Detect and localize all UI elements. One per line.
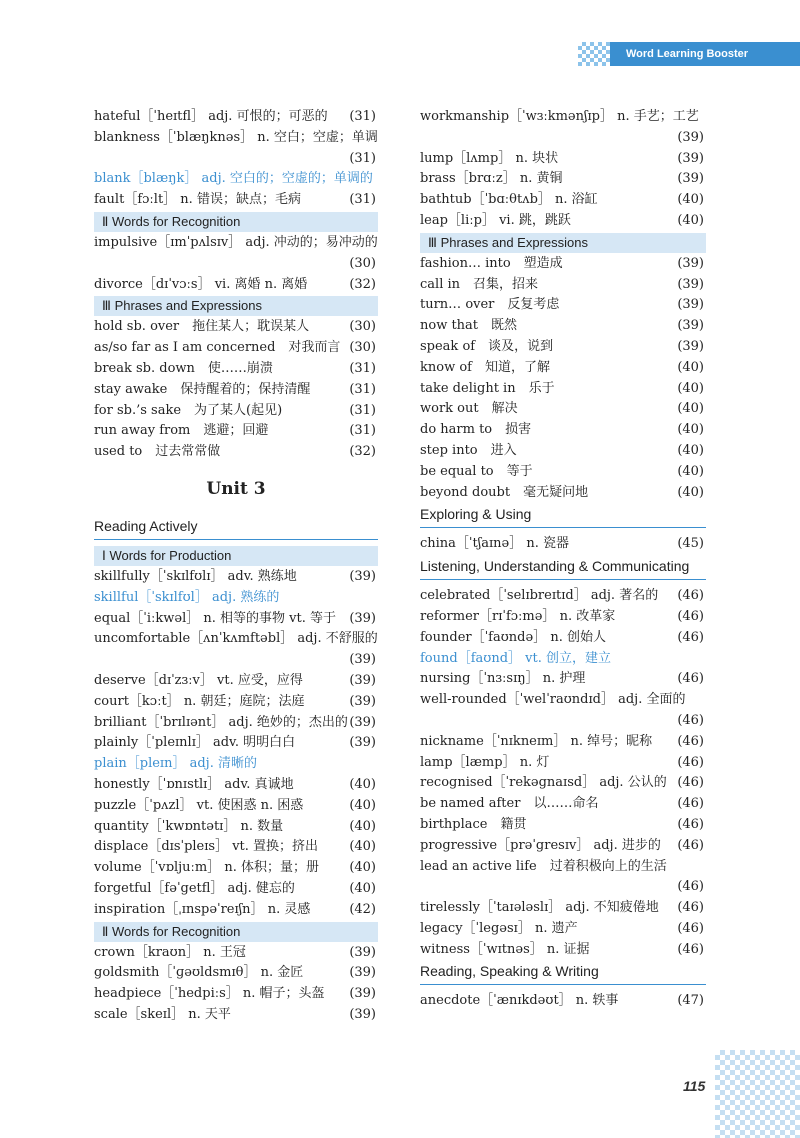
page-ref: (31) bbox=[349, 150, 376, 166]
unit-title: Unit 3 bbox=[206, 478, 266, 499]
entry-text: for sb.’s sake 为了某人(起见) bbox=[94, 402, 283, 418]
section-heading bbox=[420, 960, 706, 985]
page-ref: (39) bbox=[677, 297, 704, 313]
entry-text: lamp［læmp］ n. 灯 bbox=[420, 754, 550, 770]
vocab-entry bbox=[94, 900, 378, 921]
entry-text: fault［fɔːlt］ n. 错误；缺点；毛病 bbox=[94, 192, 301, 208]
vocab-entry bbox=[420, 940, 706, 961]
vocab-entry bbox=[94, 963, 378, 984]
vocab-entry bbox=[420, 773, 706, 794]
entry-text: witness［ˈwɪtnəs］ n. 证据 bbox=[420, 941, 590, 957]
vocab-entry bbox=[420, 441, 706, 462]
page-ref: (32) bbox=[349, 276, 376, 292]
vocab-entry bbox=[94, 128, 378, 149]
page-ref: (46) bbox=[677, 941, 704, 957]
vocab-entry bbox=[94, 713, 378, 734]
vocab-entry bbox=[420, 669, 706, 690]
vocab-entry bbox=[94, 359, 378, 380]
vocab-entry bbox=[420, 919, 706, 940]
entry-text: be equal to 等于 bbox=[420, 463, 533, 479]
vocab-entry bbox=[420, 753, 706, 774]
right-column bbox=[420, 107, 706, 1012]
page-ref: (30) bbox=[349, 319, 376, 335]
page-ref: (46) bbox=[677, 671, 704, 687]
entry-text: headpiece［ˈhedpiːs］ n. 帽子；头盔 bbox=[94, 986, 325, 1002]
vocab-entry bbox=[420, 607, 706, 628]
page-ref: (40) bbox=[677, 359, 704, 375]
vocab-entry bbox=[94, 650, 378, 671]
entry-text: nickname［ˈnɪkneɪm］ n. 绰号；昵称 bbox=[420, 733, 653, 749]
page-ref: (47) bbox=[677, 993, 704, 1009]
vocab-entry bbox=[94, 149, 378, 170]
page-ref: (40) bbox=[349, 880, 376, 896]
vocab-entry bbox=[420, 534, 706, 555]
entry-text: stay awake 保持醒着的；保持清醒 bbox=[94, 381, 311, 397]
vocab-entry bbox=[420, 732, 706, 753]
entry-text: equal［ˈiːkwəl］ n. 相等的事物 vt. 等于 bbox=[94, 610, 336, 626]
entry-text: recognised［ˈrekəgnaɪsd］ adj. 公认的 bbox=[420, 775, 667, 791]
entry-text: know of 知道，了解 bbox=[420, 359, 550, 375]
entry-text: hateful［ˈheɪtfl］ adj. 可恨的；可恶的 bbox=[94, 109, 328, 124]
vocab-entry bbox=[420, 275, 706, 296]
page-ref: (46) bbox=[677, 754, 704, 770]
vocab-entry bbox=[94, 609, 378, 630]
vocab-entry bbox=[94, 338, 378, 359]
vocab-entry bbox=[420, 169, 706, 190]
vocab-entry bbox=[94, 317, 378, 338]
page-ref: (46) bbox=[677, 796, 704, 812]
page-ref: (46) bbox=[677, 879, 704, 895]
related-word-entry bbox=[94, 169, 378, 190]
page-ref: (40) bbox=[677, 463, 704, 479]
section-heading-text: Listening, Understanding & Communicating bbox=[420, 558, 690, 575]
entry-text: inspiration［ˌɪnspəˈreɪʃn］ n. 灵感 bbox=[94, 901, 311, 917]
page-ref: (46) bbox=[677, 837, 704, 853]
vocab-entry bbox=[420, 898, 706, 919]
vocab-entry bbox=[94, 858, 378, 879]
section-heading-text: Reading Actively bbox=[94, 517, 198, 534]
related-word-entry bbox=[94, 754, 378, 775]
page-ref: (45) bbox=[677, 536, 704, 552]
vocab-entry bbox=[420, 462, 706, 483]
vocab-entry bbox=[94, 629, 378, 650]
entry-text: found［faʊnd］ vt. 创立，建立 bbox=[420, 650, 611, 666]
vocab-entry bbox=[420, 794, 706, 815]
vocab-entry bbox=[94, 380, 378, 401]
page-ref: (39) bbox=[677, 255, 704, 271]
related-word-entry bbox=[420, 649, 706, 670]
vocab-entry bbox=[420, 877, 706, 898]
entry-text: workmanship［ˈwɜːkmənʃɪp］ n. 手艺；工艺 bbox=[420, 109, 699, 124]
vocab-entry bbox=[94, 567, 378, 588]
page-ref: (40) bbox=[349, 818, 376, 834]
page-ref: (39) bbox=[349, 1006, 376, 1022]
vocab-entry bbox=[94, 837, 378, 858]
entry-text: reformer［rɪˈfɔːmə］ n. 改革家 bbox=[420, 608, 616, 624]
entry-text: blankness［ˈblæŋknəs］ n. 空白；空虚；单调 bbox=[94, 129, 378, 145]
page-ref: (39) bbox=[349, 672, 376, 688]
entry-text: divorce［dɪˈvɔːs］ vi. 离婚 n. 离婚 bbox=[94, 276, 308, 292]
vocab-entry bbox=[94, 817, 378, 838]
page-ref: (30) bbox=[349, 340, 376, 356]
entry-text: turn… over 反复考虑 bbox=[420, 297, 560, 313]
page-ref: (39) bbox=[677, 171, 704, 187]
page-ref: (39) bbox=[349, 965, 376, 981]
entry-text: volume［ˈvɒljuːm］ n. 体积；量；册 bbox=[94, 860, 319, 876]
vocab-entry bbox=[420, 107, 706, 128]
page-ref: (31) bbox=[349, 109, 376, 124]
page-ref: (32) bbox=[349, 444, 376, 460]
entry-text: legacy［ˈlegəsɪ］ n. 遗产 bbox=[420, 920, 578, 936]
vocab-entry bbox=[94, 1005, 378, 1026]
entry-text: crown［kraʊn］ n. 王冠 bbox=[94, 944, 246, 960]
entry-text: scale［skeɪl］ n. 天平 bbox=[94, 1006, 231, 1022]
page-ref: (39) bbox=[677, 338, 704, 354]
vocab-entry bbox=[420, 211, 706, 232]
page-ref: (40) bbox=[677, 442, 704, 458]
footer-pixel-decoration bbox=[715, 1050, 800, 1138]
entry-text: now that 既然 bbox=[420, 318, 518, 334]
entry-text: hold sb. over 拖住某人；耽误某人 bbox=[94, 319, 310, 335]
entry-text: impulsive［ɪmˈpʌlsɪv］ adj. 冲动的；易冲动的 bbox=[94, 234, 378, 250]
page-ref: (39) bbox=[349, 652, 376, 668]
vocab-entry bbox=[94, 796, 378, 817]
section-heading-text: Exploring & Using bbox=[420, 506, 532, 523]
entry-text: do harm to 损害 bbox=[420, 422, 532, 438]
page-ref: (31) bbox=[349, 360, 376, 376]
page-ref: (39) bbox=[349, 714, 376, 730]
page-ref: (46) bbox=[677, 588, 704, 604]
section-heading bbox=[94, 515, 378, 540]
entry-text: be named after 以……命名 bbox=[420, 796, 599, 812]
page-ref: (40) bbox=[677, 192, 704, 208]
vocab-entry bbox=[94, 275, 378, 296]
vocab-entry bbox=[94, 107, 378, 128]
page-ref: (39) bbox=[677, 318, 704, 334]
entry-text: honestly［ˈɒnɪstlɪ］ adv. 真诚地 bbox=[94, 776, 294, 792]
page-ref: (39) bbox=[349, 693, 376, 709]
entry-text: birthplace 籍贯 bbox=[420, 816, 527, 832]
page-ref: (31) bbox=[349, 402, 376, 418]
section-heading bbox=[420, 503, 706, 528]
vocab-entry bbox=[420, 690, 706, 711]
page-ref: (39) bbox=[349, 735, 376, 751]
entry-text: work out 解决 bbox=[420, 401, 518, 417]
entry-text: celebrated［ˈselɪbreɪtɪd］ adj. 著名的 bbox=[420, 588, 659, 604]
vocab-entry bbox=[94, 401, 378, 422]
subsection-heading: Ⅱ Words for Recognition bbox=[94, 922, 378, 942]
entry-text: deserve［dɪˈzɜːv］ vt. 应受，应得 bbox=[94, 672, 303, 688]
entry-text: founder［ˈfaʊndə］ n. 创始人 bbox=[420, 629, 606, 645]
vocab-entry bbox=[420, 295, 706, 316]
page-ref: (39) bbox=[349, 568, 376, 584]
vocab-entry bbox=[420, 149, 706, 170]
page-ref: (46) bbox=[677, 629, 704, 645]
subsection-heading: Ⅲ Phrases and Expressions bbox=[420, 233, 706, 253]
vocab-entry bbox=[420, 379, 706, 400]
vocab-entry bbox=[94, 671, 378, 692]
vocab-entry bbox=[420, 857, 706, 878]
vocab-entry bbox=[420, 815, 706, 836]
vocab-entry bbox=[94, 984, 378, 1005]
page-ref: (31) bbox=[349, 192, 376, 208]
header-label: Word Learning Booster bbox=[610, 42, 800, 66]
vocab-entry bbox=[94, 190, 378, 211]
page-ref: (40) bbox=[677, 212, 704, 228]
page-ref: (46) bbox=[677, 608, 704, 624]
section-heading bbox=[420, 555, 706, 580]
vocab-entry bbox=[420, 399, 706, 420]
page-ref: (40) bbox=[349, 839, 376, 855]
vocab-entry bbox=[420, 190, 706, 211]
page-ref: (40) bbox=[677, 422, 704, 438]
vocab-entry bbox=[94, 442, 378, 463]
page-ref: (46) bbox=[677, 775, 704, 791]
vocab-entry bbox=[420, 316, 706, 337]
vocab-entry bbox=[420, 128, 706, 149]
vocab-entry bbox=[420, 483, 706, 504]
vocab-entry bbox=[420, 991, 706, 1012]
page-ref: (39) bbox=[349, 944, 376, 960]
vocab-entry bbox=[94, 775, 378, 796]
entry-text: brilliant［ˈbrɪlɪənt］ adj. 绝妙的；杰出的 bbox=[94, 714, 348, 730]
entry-text: forgetful［fəˈgetfl］ adj. 健忘的 bbox=[94, 880, 295, 896]
page-ref: (46) bbox=[677, 712, 704, 728]
entry-text: skillful［ˈskɪlfʊl］ adj. 熟练的 bbox=[94, 589, 280, 605]
subsection-heading: Ⅱ Words for Recognition bbox=[94, 212, 378, 232]
entry-text: fashion… into 塑造成 bbox=[420, 255, 563, 271]
page-ref: (40) bbox=[677, 380, 704, 396]
page-ref: (40) bbox=[677, 401, 704, 417]
vocab-entry bbox=[94, 233, 378, 254]
entry-text: lump［lʌmp］ n. 块状 bbox=[420, 150, 559, 166]
entry-text: displace［dɪsˈpleɪs］ vt. 置换；挤出 bbox=[94, 839, 319, 855]
page-ref: (42) bbox=[349, 901, 376, 917]
entry-text: quantity［ˈkwɒntətɪ］ n. 数量 bbox=[94, 818, 284, 834]
page-ref: (46) bbox=[677, 816, 704, 832]
entry-text: puzzle［ˈpʌzl］ vt. 使困惑 n. 困惑 bbox=[94, 797, 304, 813]
vocab-entry bbox=[94, 733, 378, 754]
vocab-entry bbox=[94, 943, 378, 964]
entry-text: well-rounded［ˈwelˈraʊndɪd］ adj. 全面的 bbox=[420, 692, 686, 708]
page-ref: (31) bbox=[349, 423, 376, 439]
vocab-entry bbox=[420, 628, 706, 649]
entry-text: tirelessly［ˈtaɪələslɪ］ adj. 不知疲倦地 bbox=[420, 900, 659, 916]
vocab-entry bbox=[94, 254, 378, 275]
page-ref: (46) bbox=[677, 900, 704, 916]
vocab-entry bbox=[420, 586, 706, 607]
page-number: 115 bbox=[683, 1078, 706, 1094]
entry-text: progressive［prəˈgresɪv］ adj. 进步的 bbox=[420, 837, 661, 853]
entry-text: call in 召集，招来 bbox=[420, 276, 539, 292]
entry-text: plainly［ˈpleɪnlɪ］ adv. 明明白白 bbox=[94, 735, 296, 751]
entry-text: skillfully［ˈskɪlfʊlɪ］ adv. 熟练地 bbox=[94, 568, 297, 584]
entry-text: lead an active life 过着积极向上的生活 bbox=[420, 858, 667, 874]
entry-text: speak of 谈及，说到 bbox=[420, 338, 554, 354]
entry-text: anecdote［ˈænɪkdəʊt］ n. 轶事 bbox=[420, 993, 619, 1009]
page-ref: (40) bbox=[677, 484, 704, 500]
left-column bbox=[94, 107, 378, 1026]
entry-text: leap［liːp］ vi. 跳，跳跃 bbox=[420, 212, 571, 228]
entry-text: used to 过去常常做 bbox=[94, 444, 221, 460]
vocab-entry bbox=[94, 879, 378, 900]
vocab-entry bbox=[420, 420, 706, 441]
related-word-entry bbox=[94, 588, 378, 609]
page-ref: (40) bbox=[349, 860, 376, 876]
entry-text: step into 进入 bbox=[420, 442, 517, 458]
entry-text: as/so far as I am concerned 对我而言 bbox=[94, 340, 341, 356]
entry-text: run away from 逃避；回避 bbox=[94, 423, 269, 439]
entry-text: bathtub［ˈbɑːθtʌb］ n. 浴缸 bbox=[420, 192, 598, 208]
entry-text: court［kɔːt］ n. 朝廷；庭院；法庭 bbox=[94, 693, 305, 709]
page-ref: (39) bbox=[349, 610, 376, 626]
page-ref: (39) bbox=[349, 986, 376, 1002]
page-ref: (31) bbox=[349, 381, 376, 397]
page-ref: (39) bbox=[677, 150, 704, 166]
entry-text: break sb. down 使……崩溃 bbox=[94, 360, 273, 376]
section-heading-text: Reading, Speaking & Writing bbox=[420, 963, 599, 980]
entry-text: nursing［ˈnɜːsɪŋ］ n. 护理 bbox=[420, 671, 586, 687]
entry-text: goldsmith［ˈɡəʊldsmɪθ］ n. 金匠 bbox=[94, 965, 304, 981]
subsection-heading: Ⅲ Phrases and Expressions bbox=[94, 296, 378, 316]
vocab-entry bbox=[420, 358, 706, 379]
entry-text: china［ˈtʃaɪnə］ n. 瓷器 bbox=[420, 536, 570, 552]
entry-text: beyond doubt 毫无疑问地 bbox=[420, 484, 589, 500]
vocab-entry bbox=[94, 421, 378, 442]
page-ref: (40) bbox=[349, 776, 376, 792]
entry-text: uncomfortable［ʌnˈkʌmftəbl］ adj. 不舒服的 bbox=[94, 631, 378, 647]
entry-text: plain［pleɪn］ adj. 清晰的 bbox=[94, 756, 257, 772]
page-ref: (46) bbox=[677, 733, 704, 749]
page-ref: (39) bbox=[677, 276, 704, 292]
vocab-entry bbox=[420, 254, 706, 275]
entry-text: brass［brɑːz］ n. 黄铜 bbox=[420, 171, 563, 187]
page-ref: (40) bbox=[349, 797, 376, 813]
subsection-heading: Ⅰ Words for Production bbox=[94, 546, 378, 566]
vocab-entry bbox=[420, 711, 706, 732]
vocab-entry bbox=[94, 692, 378, 713]
vocab-entry bbox=[420, 836, 706, 857]
entry-text: blank［blæŋk］ adj. 空白的；空虚的；单调的 bbox=[94, 171, 373, 187]
page-ref: (30) bbox=[349, 255, 376, 271]
page-ref: (39) bbox=[677, 129, 704, 145]
vocab-entry bbox=[420, 337, 706, 358]
page-ref: (46) bbox=[677, 920, 704, 936]
entry-text: take delight in 乐于 bbox=[420, 380, 555, 396]
